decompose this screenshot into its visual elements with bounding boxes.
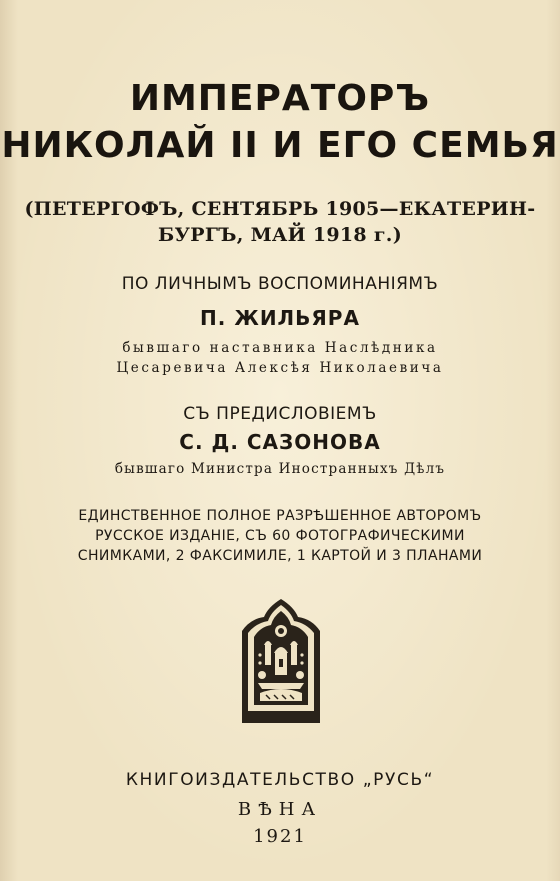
author-intro: ПО ЛИЧНЫМЪ ВОСПОМИНАНІЯМЪ xyxy=(121,274,439,294)
author-role-line-1: бывшаго наставника Наслѣдника xyxy=(122,340,438,356)
publication-city: ВѢНА xyxy=(237,799,323,820)
edition-line-1: ЕДИНСТВЕННОЕ ПОЛНОЕ РАЗРѢШЕННОЕ АВТОРОМЪ xyxy=(78,508,482,524)
author-role-line-2: Цесаревича Алексѣя Николаевича xyxy=(116,360,444,376)
publication-year: 1921 xyxy=(253,826,307,847)
preface-author-name: С. Д. САЗОНОВА xyxy=(179,430,381,454)
subtitle-line-2: БУРГЪ, МАЙ 1918 г.) xyxy=(158,224,402,246)
edition-line-3: СНИМКАМИ, 2 ФАКСИМИЛЕ, 1 КАРТОЙ И 3 ПЛАНАМИ xyxy=(77,548,483,564)
edition-line-2: РУССКОЕ ИЗДАНІЕ, СЪ 60 ФОТОГРАФИЧЕСКИМИ xyxy=(95,528,465,544)
subtitle-line-1: (ПЕТЕРГОФЪ, СЕНТЯБРЬ 1905—ЕКАТЕРИН- xyxy=(24,198,536,220)
publisher-emblem-icon xyxy=(236,597,326,725)
book-title-line-1: ИМПЕРАТОРЪ xyxy=(129,78,431,119)
author-name: П. ЖИЛЬЯРА xyxy=(200,306,360,330)
publisher-name: КНИГОИЗДАТЕЛЬСТВО „РУСЬ“ xyxy=(125,770,435,790)
preface-author-role: бывшаго Министра Иностранныхъ Дѣлъ xyxy=(114,461,446,477)
book-title-line-2: НИКОЛАЙ II И ЕГО СЕМЬЯ xyxy=(1,125,559,166)
preface-intro: СЪ ПРЕДИСЛОВІЕМЪ xyxy=(183,404,377,424)
